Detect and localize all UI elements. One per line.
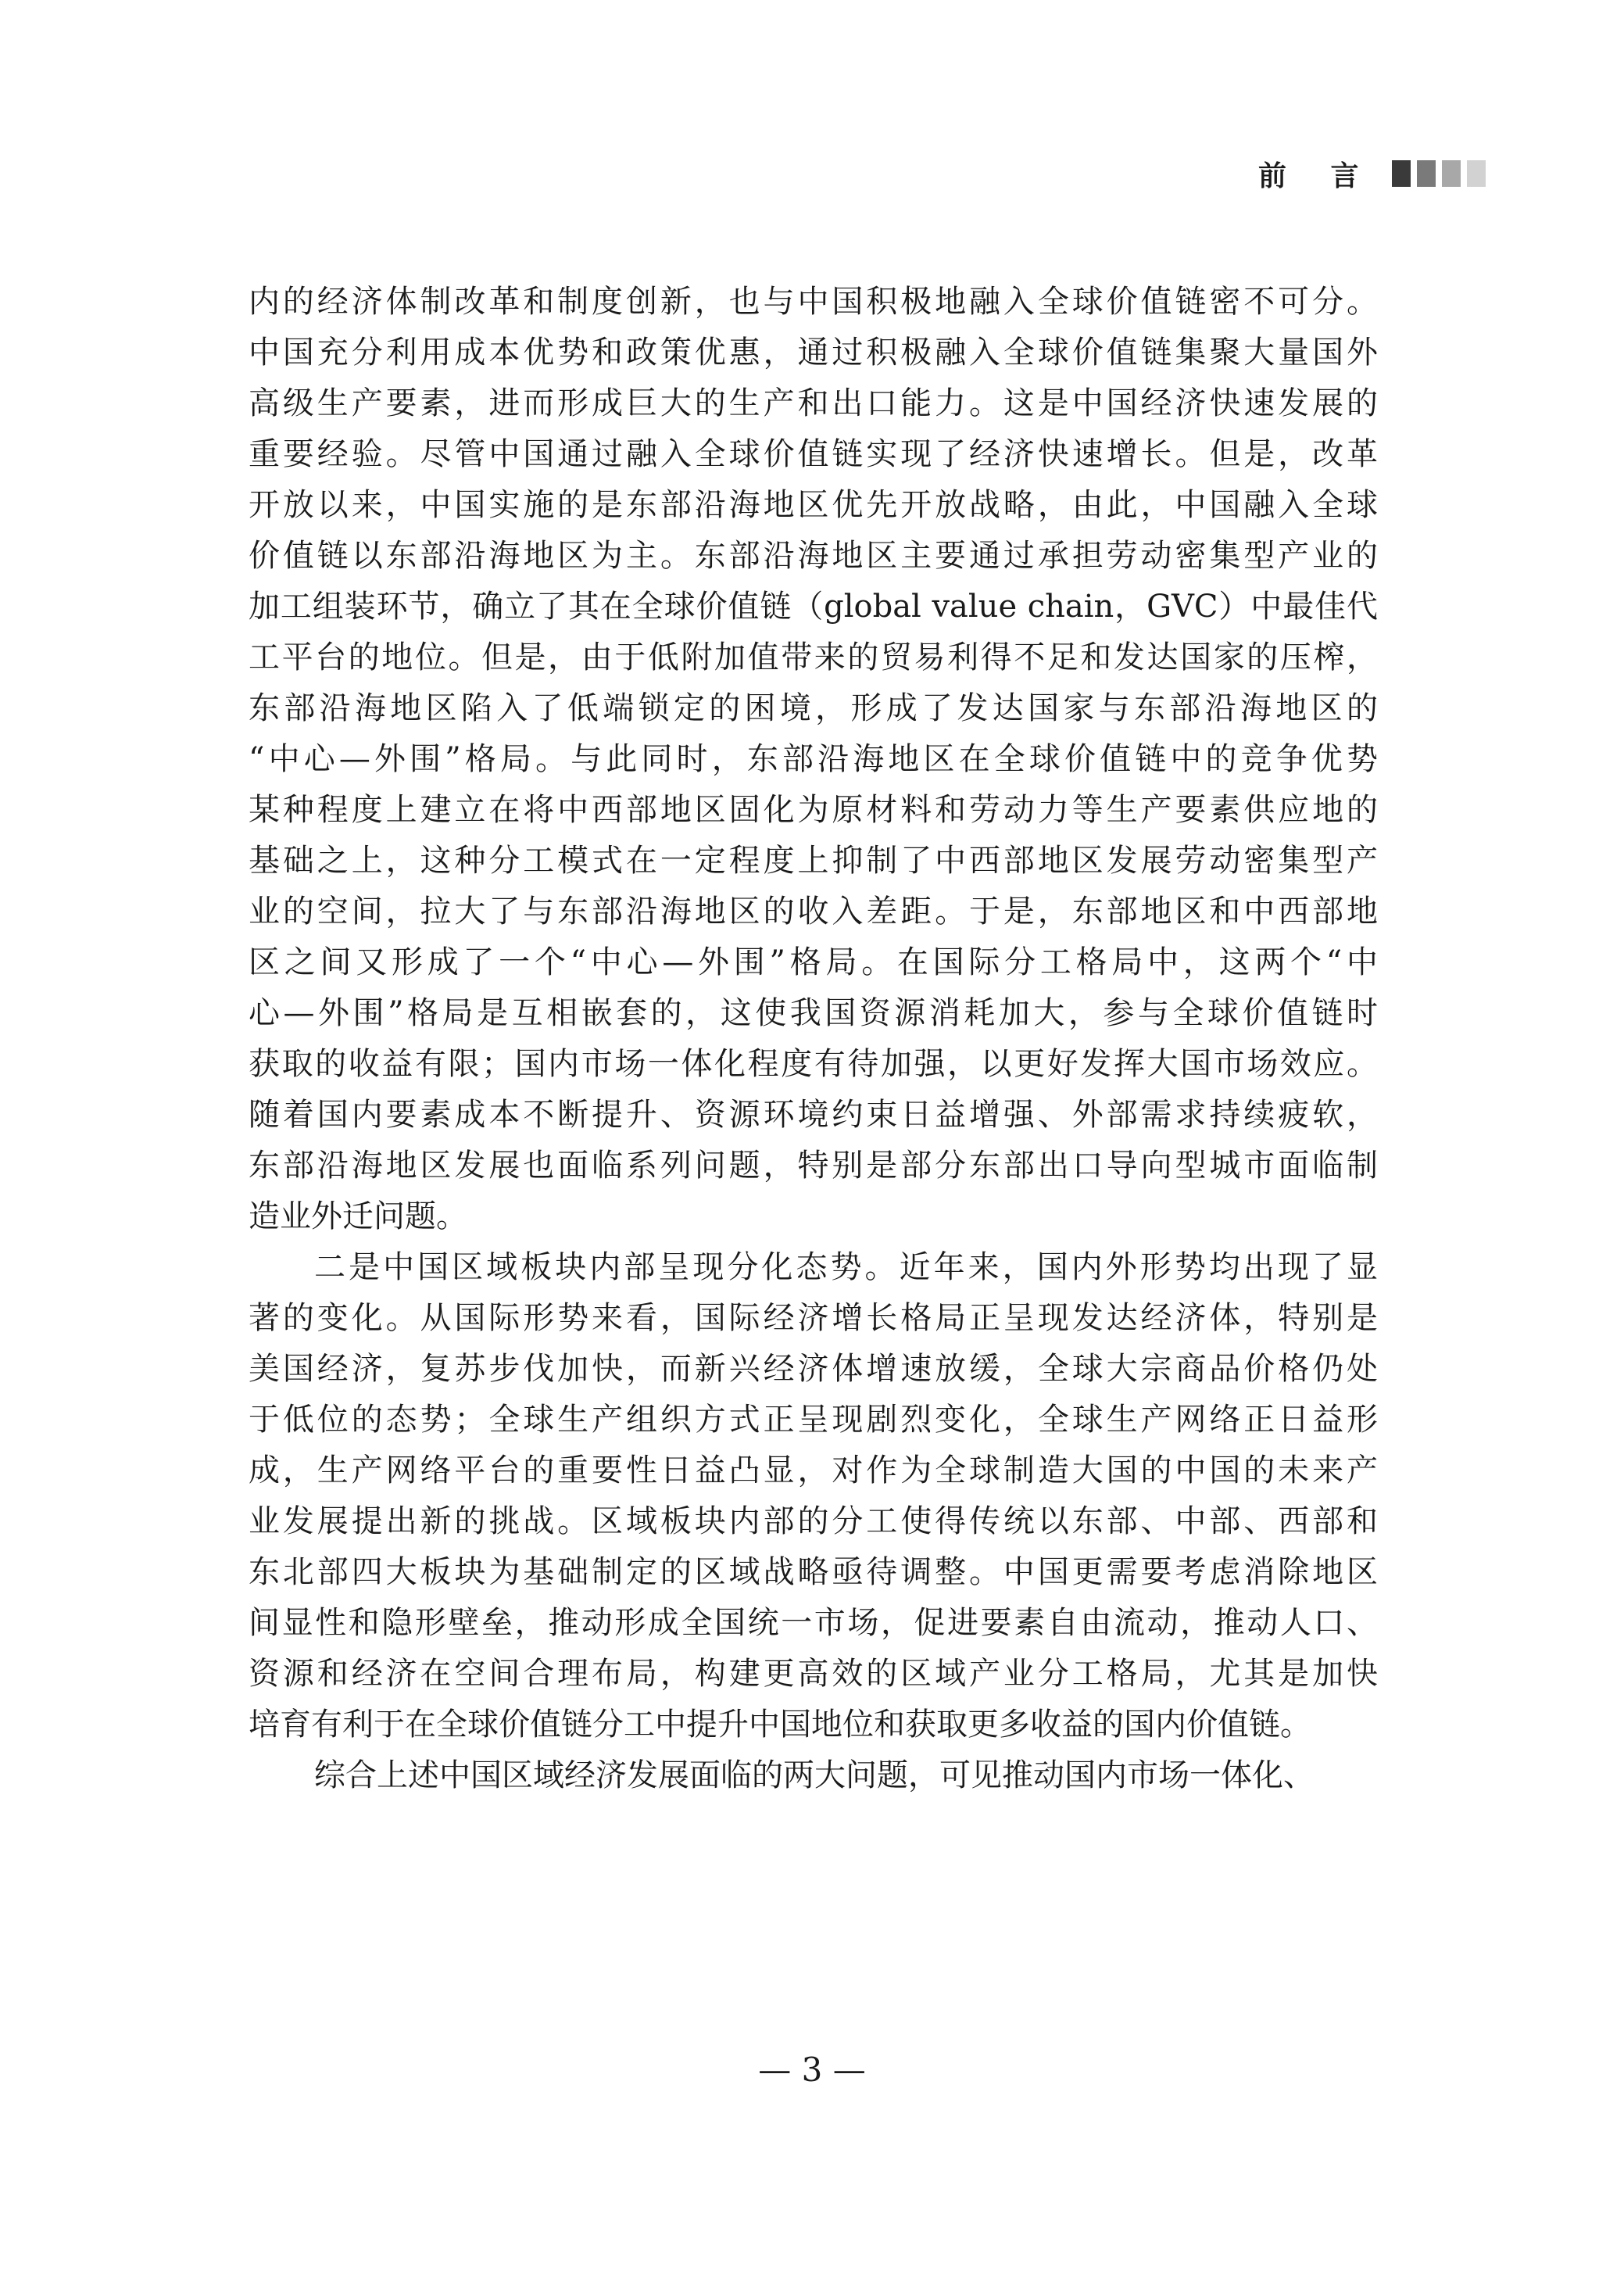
text-line: 二是中国区域板块内部呈现分化态势。近年来，国内外形势均出现了显	[314, 1249, 1378, 1285]
text-line: 成，生产网络平台的重要性日益凸显，对作为全球制造大国的中国的未来产	[249, 1453, 1378, 1488]
text-line: 东北部四大板块为基础制定的区域战略亟待调整。中国更需要考虑消除地区	[249, 1554, 1378, 1590]
body-text	[249, 277, 1378, 1801]
text-line: 东部沿海地区陷入了低端锁定的困境，形成了发达国家与东部沿海地区的	[249, 690, 1378, 726]
text-line: 资源和经济在空间合理布局，构建更高效的区域产业分工格局，尤其是加快	[249, 1656, 1378, 1692]
paragraph	[249, 1750, 1378, 1801]
paragraph	[249, 1242, 1378, 1750]
text-line: 价值链以东部沿海地区为主。东部沿海地区主要通过承担劳动密集型产业的	[249, 538, 1378, 574]
running-header	[1258, 153, 1486, 194]
header-decoration-blocks	[1392, 160, 1486, 187]
text-line: “中心—外围”格局。与此同时，东部沿海地区在全球价值链中的竞争优势	[249, 741, 1378, 777]
chapter-title: 前 言	[1258, 159, 1376, 192]
text-line: 某种程度上建立在将中西部地区固化为原材料和劳动力等生产要素供应地的	[249, 792, 1378, 828]
text-line: 获取的收益有限；国内市场一体化程度有待加强，以更好发挥大国市场效应。	[249, 1046, 1378, 1082]
text-line: 美国经济，复苏步伐加快，而新兴经济体增速放缓，全球大宗商品价格仍处	[249, 1351, 1378, 1387]
text-line: 加工组装环节，确立了其在全球价值链（global value chain，GVC）中最佳代	[249, 589, 1378, 625]
text-line: 业发展提出新的挑战。区域板块内部的分工使得传统以东部、中部、西部和	[249, 1503, 1378, 1539]
text-line: 心—外围”格局是互相嵌套的，这使我国资源消耗加大，参与全球价值链时	[249, 995, 1378, 1031]
header-block	[1467, 160, 1486, 187]
text-line: 工平台的地位。但是，由于低附加值带来的贸易利得不足和发达国家的压榨，	[249, 639, 1378, 675]
text-line: 著的变化。从国际形势来看，国际经济增长格局正呈现发达经济体，特别是	[249, 1300, 1378, 1336]
text-line: 业的空间，拉大了与东部沿海地区的收入差距。于是，东部地区和中西部地	[249, 894, 1378, 930]
text-line: 东部沿海地区发展也面临系列问题，特别是部分东部出口导向型城市面临制	[249, 1148, 1378, 1184]
text-line: 内的经济体制改革和制度创新，也与中国积极地融入全球价值链密不可分。	[249, 284, 1378, 320]
text-line: 综合上述中国区域经济发展面临的两大问题，可见推动国内市场一体化、	[314, 1757, 1315, 1793]
header-block	[1442, 160, 1461, 187]
text-line: 中国充分利用成本优势和政策优惠，通过积极融入全球价值链集聚大量国外	[249, 335, 1378, 371]
text-line: 区之间又形成了一个“中心—外围”格局。在国际分工格局中，这两个“中	[249, 944, 1378, 980]
text-line: 开放以来，中国实施的是东部沿海地区优先开放战略，由此，中国融入全球	[249, 487, 1378, 523]
text-line: 造业外迁问题。	[249, 1198, 467, 1234]
text-line: 培育有利于在全球价值链分工中提升中国地位和获取更多收益的国内价值链。	[249, 1707, 1311, 1743]
header-block	[1392, 160, 1411, 187]
text-line: 间显性和隐形壁垒，推动形成全国统一市场，促进要素自由流动，推动人口、	[249, 1605, 1378, 1641]
paragraph	[249, 277, 1378, 1242]
text-line: 随着国内要素成本不断提升、资源环境约束日益增强、外部需求持续疲软，	[249, 1097, 1378, 1133]
text-line: 重要经验。尽管中国通过融入全球价值链实现了经济快速增长。但是，改革	[249, 436, 1378, 472]
page-number: — 3 —	[758, 2051, 866, 2089]
text-line: 基础之上，这种分工模式在一定程度上抑制了中西部地区发展劳动密集型产	[249, 843, 1378, 879]
header-block	[1417, 160, 1436, 187]
text-line: 于低位的态势；全球生产组织方式正呈现剧烈变化，全球生产网络正日益形	[249, 1402, 1378, 1438]
text-line: 高级生产要素，进而形成巨大的生产和出口能力。这是中国经济快速发展的	[249, 385, 1378, 421]
